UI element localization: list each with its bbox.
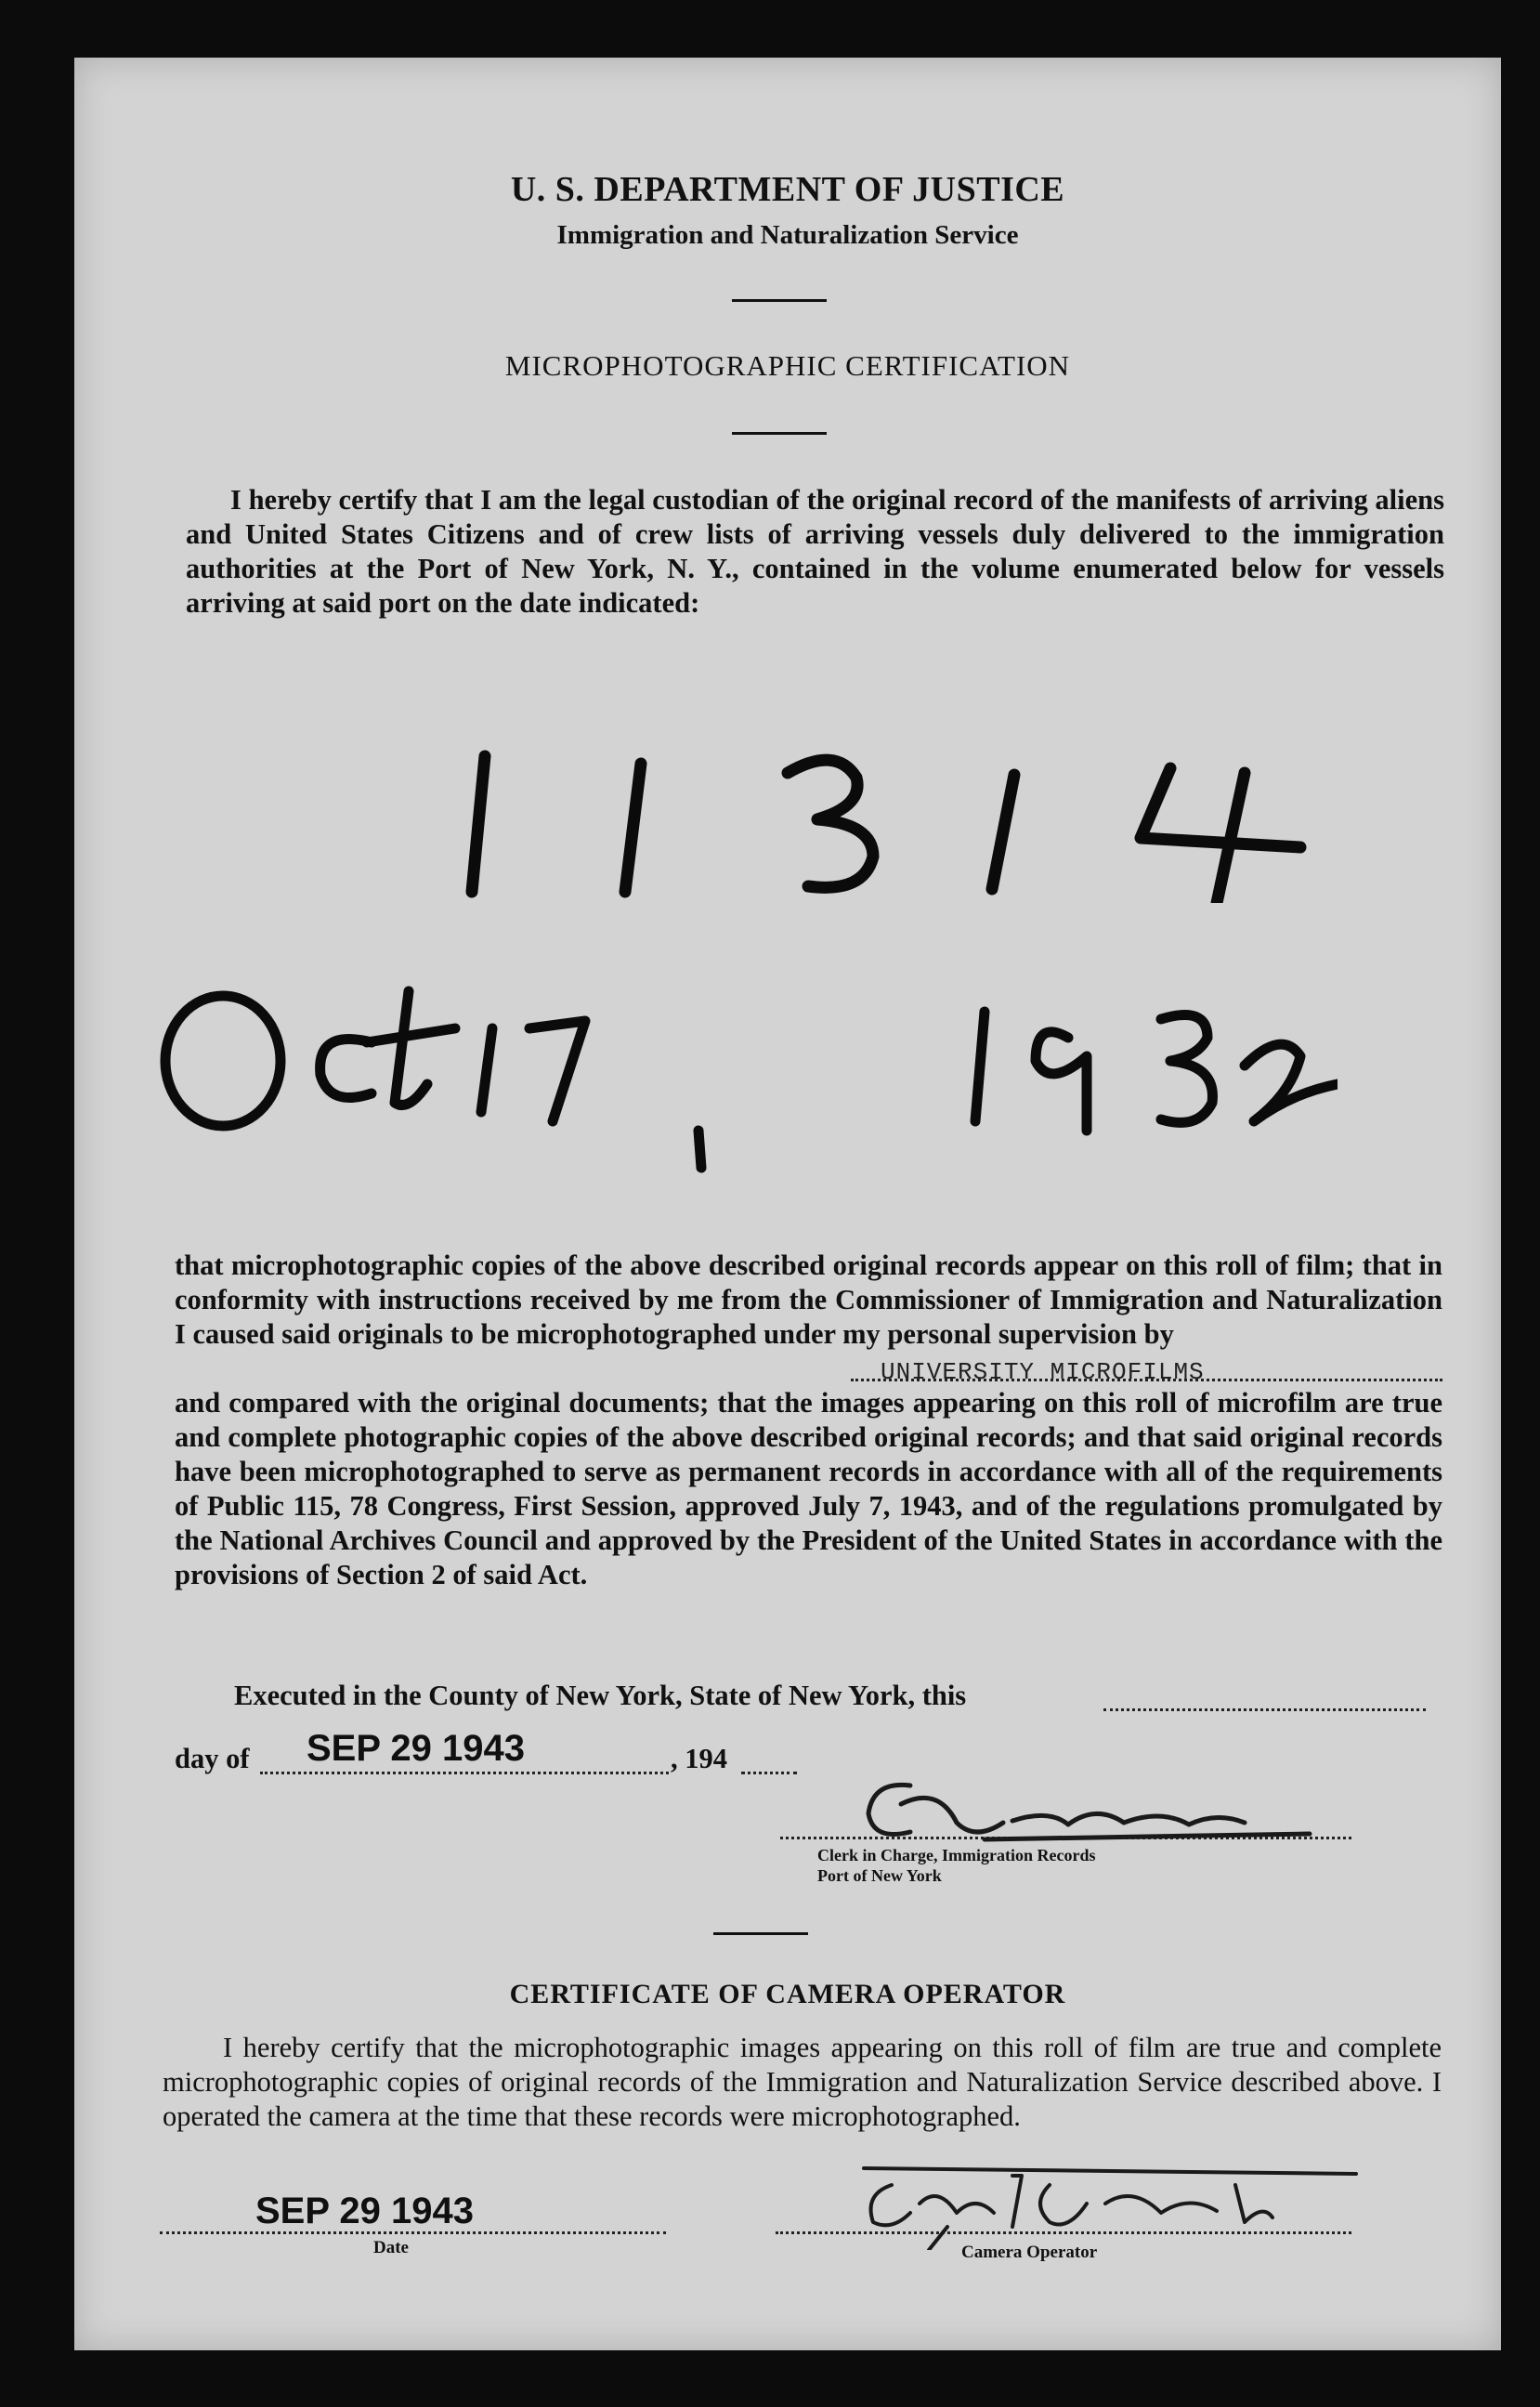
operator-signature — [836, 2148, 1393, 2250]
day-of-line — [260, 1772, 669, 1774]
year-suffix-line — [741, 1772, 797, 1774]
filmed-by-typed: UNIVERSITY MICROFILMS — [881, 1358, 1205, 1386]
custodian-statement: I hereby certify that I am the legal custodian of the original record of the manifests of arriving aliens and United States Citizens and of crew lists of arriving vessels duly delivered to the immigration authorities at the Port of New York, N. Y., contained in the volume enumerated below for vessels arriving at said port on the date indicated: — [186, 484, 1444, 619]
camera-operator-heading: CERTIFICATE OF CAMERA OPERATOR — [509, 1979, 1066, 2009]
volume-number-strokes — [437, 708, 1328, 903]
department-heading: U. S. DEPARTMENT OF JUSTICE — [510, 170, 1065, 209]
clerk-signature — [845, 1767, 1328, 1851]
operator-date-stamp: SEP 29 1943 — [255, 2191, 475, 2231]
section-divider — [713, 1932, 808, 1935]
date-label: Date — [373, 2238, 409, 2257]
certificate-sheet — [74, 58, 1501, 2350]
volume-number-handwritten — [437, 708, 1328, 903]
title-divider — [732, 432, 827, 435]
clerk-port: Port of New York — [817, 1866, 942, 1885]
microphoto-statement-part2: and compared with the original documents; that the images appearing on this roll of microfilm are true and complete photographic copies of the above described original records; and that said original records have been microphotographed to serve as permanent records in accordance with all of the requirements of Public 115, 78 Congress, First Session, approved July 7, 1943, and of the regulations promulgated by the National Archives Council and approved by the President of the United States in accordance with the provisions of Section 2 of said Act. — [175, 1387, 1442, 1590]
clerk-title: Clerk in Charge, Immigration Records — [817, 1846, 1096, 1864]
service-subheading: Immigration and Naturalization Service — [556, 220, 1019, 250]
volume-date-strokes — [130, 954, 1338, 1177]
volume-date-handwritten — [130, 954, 1338, 1177]
microphoto-statement-part1: that microphotographic copies of the above described original records appear on this roll of film; that in conformity with instructions received by me from the Commissioner of Immigration and Naturalization I caused said originals to be microphotographed under my personal supervision by — [175, 1249, 1442, 1350]
executed-day-line — [1103, 1708, 1426, 1711]
day-of-label: day of — [175, 1743, 250, 1774]
executed-text: Executed in the County of New York, State of New York, this — [234, 1680, 967, 1711]
camera-operator-label: Camera Operator — [961, 2243, 1098, 2262]
camera-operator-statement: I hereby certify that the microphotographic images appearing on this roll of film are true and complete microphotographic copies of original records of the Immigration and Naturalization Service described above. I operated the camera at the time that these records were microphotographed. — [163, 2032, 1442, 2132]
execution-date-stamp: SEP 29 1943 — [307, 1728, 526, 1769]
year-suffix: , 194 — [671, 1743, 727, 1774]
certification-title: MICROPHOTOGRAPHIC CERTIFICATION — [504, 349, 1071, 382]
header-divider — [732, 299, 827, 302]
